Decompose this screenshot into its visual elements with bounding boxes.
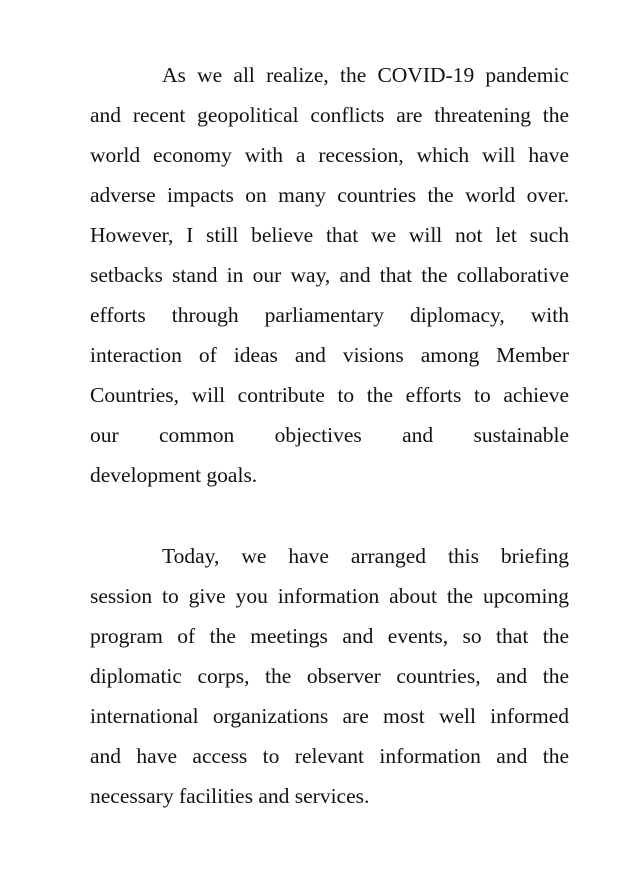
text-line: setbacks stand in our way, and that the collaborative (90, 263, 569, 287)
text-line: Countries, will contribute to the efforts to achieve (90, 383, 569, 407)
text-line: diplomatic corps, the observer countries, and the (90, 664, 569, 688)
text-line: development goals. (90, 463, 258, 487)
text-line: necessary facilities and services. (90, 784, 370, 808)
text-line: Today, we have arranged this briefing (162, 544, 569, 568)
text-line: international organizations are most well informed (90, 704, 569, 728)
text-line: session to give you information about the upcoming (90, 584, 569, 608)
paragraph-1 (90, 55, 569, 495)
text-line: and recent geopolitical conflicts are threatening the (90, 103, 569, 127)
text-line: our common objectives and sustainable (90, 423, 569, 447)
text-line: interaction of ideas and visions among Member (90, 343, 569, 367)
text-line: efforts through parliamentary diplomacy, with (90, 303, 569, 327)
text-line: However, I still believe that we will not let such (90, 223, 569, 247)
text-line: program of the meetings and events, so that the (90, 624, 569, 648)
text-line: and have access to relevant information and the (90, 744, 569, 768)
text-line: As we all realize, the COVID-19 pandemic (162, 63, 569, 87)
text-line: adverse impacts on many countries the world over. (90, 183, 569, 207)
text-line: world economy with a recession, which will have (90, 143, 569, 167)
paragraph-2 (90, 536, 569, 816)
